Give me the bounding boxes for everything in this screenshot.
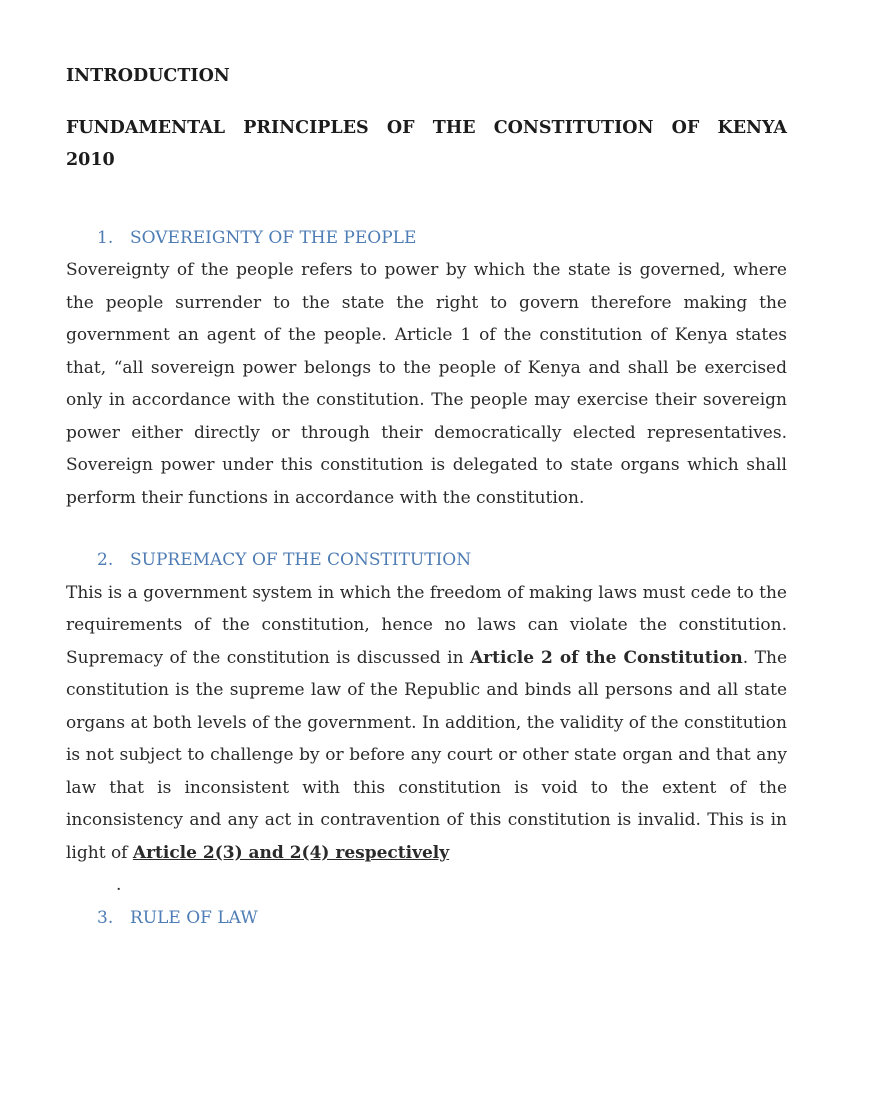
text-segment: This is a government system in which the freedom of making laws must cede to the requirements of the constitution, hence no laws can violate the constitution. Supremacy of the constitution is discussed in bbox=[66, 582, 787, 668]
section-title: SOVEREIGNTY OF THE PEOPLE bbox=[130, 227, 417, 248]
main-heading-line2: 2010 bbox=[66, 150, 115, 170]
section-rule-of-law bbox=[66, 902, 787, 935]
stray-period: . bbox=[116, 875, 122, 895]
intro-heading: INTRODUCTION bbox=[66, 66, 230, 86]
main-heading bbox=[66, 112, 787, 177]
section-heading-supremacy bbox=[66, 544, 787, 577]
section-supremacy bbox=[66, 544, 787, 902]
section-sovereignty bbox=[66, 222, 787, 515]
text-segment: Sovereignty of the people refers to power by which the state is governed, where the people surrender to the state the right to govern therefore making the government an agent of the people. Article 1 of the constitution of Kenya states that, “all sovereign power belongs to the people of Kenya and shall be exercised only in accordance with the constitution. The people may exercise their sovereign power either directly or through their democratically elected representatives. Sovereign power under this constitution is delegated to state organs which shall perform their functions in accordance with the constitution. bbox=[66, 260, 787, 508]
text-segment: . The constitution is the supreme law of the Republic and binds all persons and all state organs at both levels of the government. In addition, the validity of the constitution is not subject to challenge by or before any court or other state organ and that any law that is inconsistent with this constitution is void to the extent of the inconsistency and any act in contravention of this constitution is invalid. This is in light of bbox=[66, 647, 788, 863]
section-heading-rule-of-law bbox=[66, 902, 787, 935]
section-paragraph bbox=[66, 254, 787, 514]
main-heading-line1: FUNDAMENTAL PRINCIPLES OF THE CONSTITUTION OF KENYA bbox=[66, 117, 787, 138]
section-paragraph bbox=[66, 577, 787, 870]
text-segment: Article 2 of the Constitution bbox=[469, 647, 743, 668]
section-number: 1. bbox=[97, 227, 114, 248]
section-number: 2. bbox=[97, 550, 114, 570]
section-title: RULE OF LAW bbox=[130, 907, 258, 928]
section-number: 3. bbox=[97, 907, 114, 928]
section-heading-sovereignty bbox=[66, 222, 787, 255]
section-title: SUPREMACY OF THE CONSTITUTION bbox=[130, 550, 472, 570]
text-segment: Article 2(3) and 2(4) respectively bbox=[132, 842, 450, 863]
